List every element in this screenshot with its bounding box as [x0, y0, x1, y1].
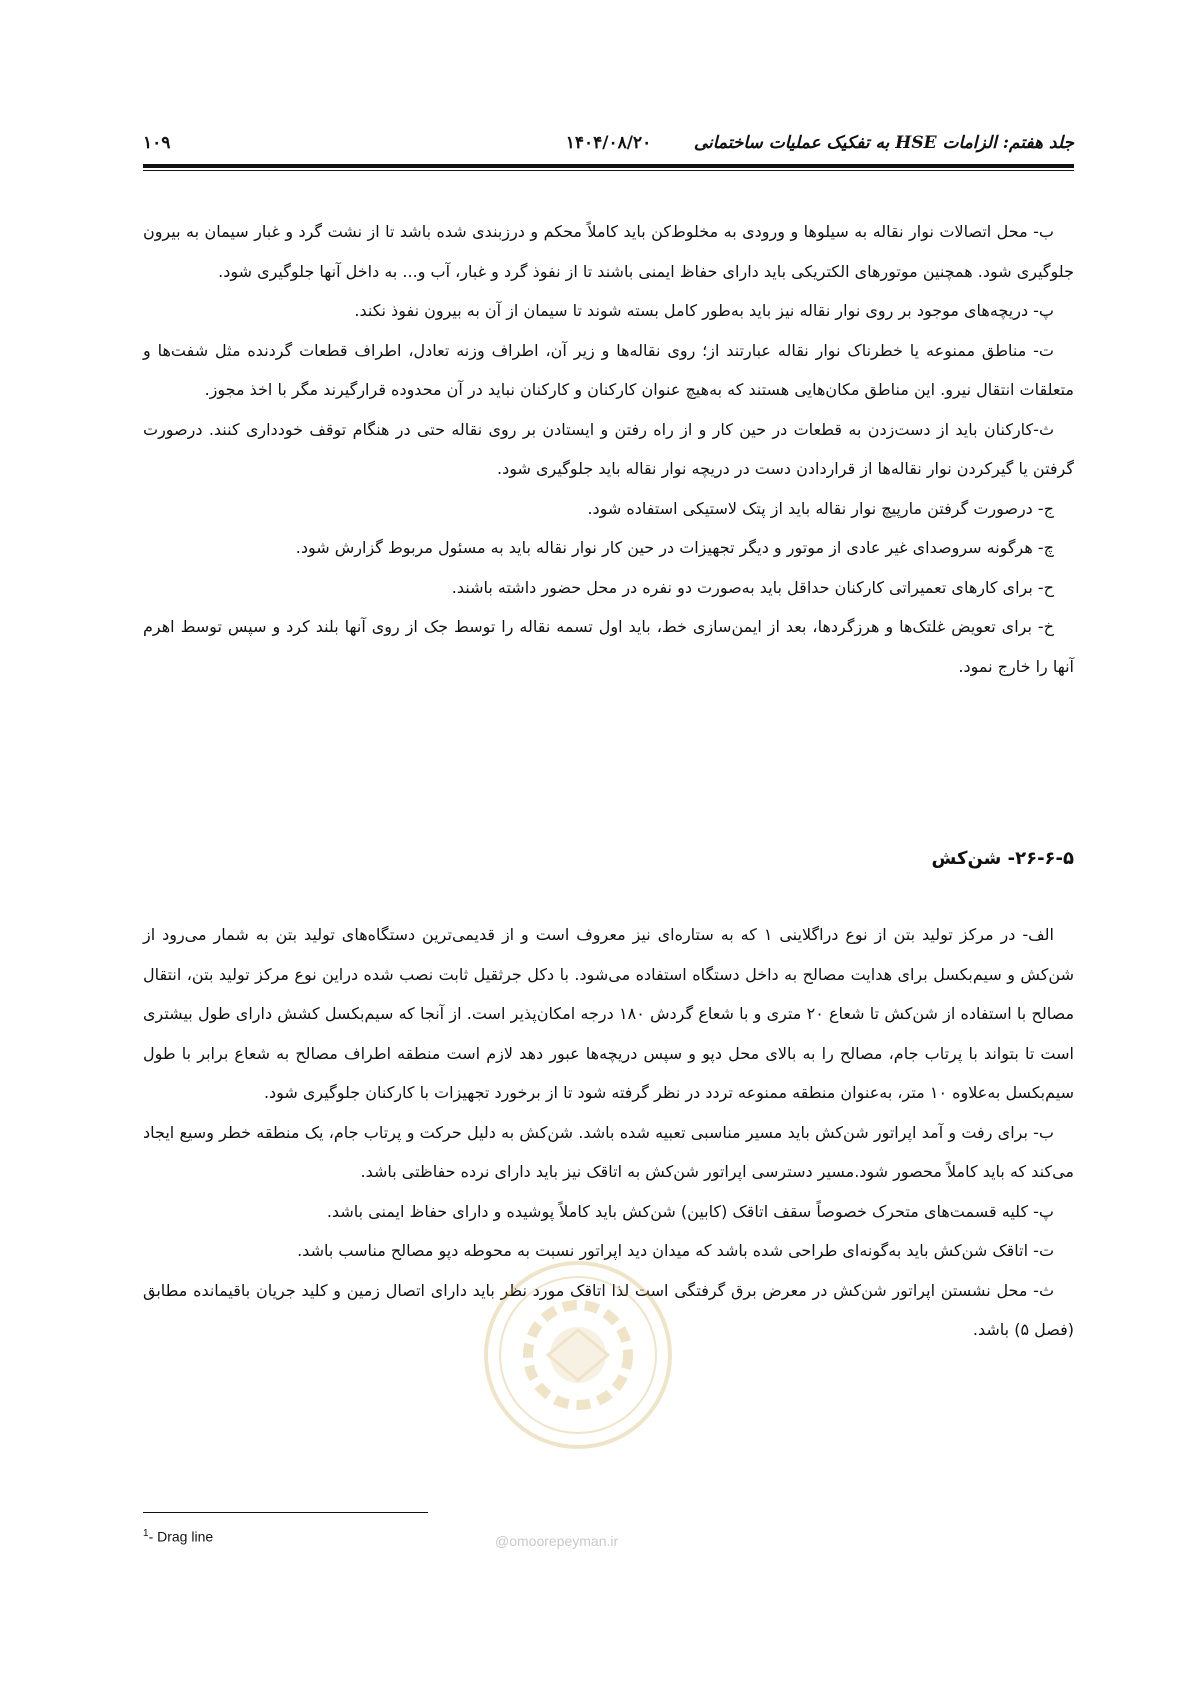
page-number: ۱۰۹	[143, 133, 171, 153]
watermark-text: @omoorepeyman.ir	[495, 1533, 619, 1549]
page-header	[143, 128, 1074, 162]
paragraph: پ- دریچه‌های موجود بر روی نوار نقاله نیز باید به‌طور کامل بسته شوند تا سیمان از آن به بیرون نفوذ نکند.	[354, 301, 1054, 320]
paragraph: ث-کارکنان باید از دست‌زدن به قطعات در حین کار و از راه رفتن و ایستادن بر روی نقاله حتی در هنگام توقف خودداری کنند. درصورت گرفتن یا گیرکردن نوار نقاله‌ها از قراردادن دست در دریچه نوار نقاله باید جلوگیری شود.	[143, 419, 1074, 478]
paragraph: ج- درصورت گرفتن مارپیچ نوار نقاله باید از پتک لاستیکی استفاده شود.	[587, 498, 1054, 518]
paragraph: ت- مناطق ممنوعه یا خطرناک نوار نقاله عبارتند از؛ روی نقاله‌ها و زیر آن، اطراف وزنه تعادل، اطراف قطعات گردنده مثل شفت‌ها و متعلقات انتقال نیرو. این مناطق مکان‌هایی هستند که به‌هیچ عنوان کارکنان و کارکنان نباید در آن محدوده قرارگیرند مگر با اخذ مجوز.	[143, 340, 1074, 399]
footnote-text: - Drag line	[148, 1528, 214, 1545]
watermark-seal-icon	[478, 1255, 678, 1455]
paragraph: پ- کلیه قسمت‌های متحرک خصوصاً سقف اتاقک (کابین) شن‌کش باید کاملاً پوشیده و دارای حفاظ ایمنی باشد.	[326, 1201, 1054, 1221]
paragraph: الف- در مرکز تولید بتن از نوع دراگلاینی ۱ که به ستاره‌ای نیز معروف است و از قدیمی‌ترین دستگاه‌های تولید بتن به شمار می‌رود از شن‌کش و سیم‌بکسل برای هدایت مصالح به داخل دستگاه استفاده می‌شود. با دکل جرثقیل ثابت نصب شده دراین نوع مرکز تولید بتن، انتقال مصالح با استفاده از شن‌کش تا شعاع ۲۰ متری و با شعاع گردش ۱۸۰ درجه امکان‌پذیر است. از آنجا که سیم‌بکسل کشش دارای طول بیشتری است تا بتواند با پرتاب جام، مصالح را به بالای محل دپو و سپس دریچه‌ها عبور دهد لازم است منطقه اطراف مصالح به شعاع برابر با طول سیم‌بکسل به‌علاوه ۱۰ متر، به‌عنوان منطقه ممنوعه تردد در نظر گرفته شود تا از برخورد تجهیزات با کارکنان جلوگیری شود.	[143, 925, 1075, 1102]
header-rule-thick	[143, 164, 1074, 168]
body-top	[143, 212, 1074, 686]
paragraph: ث- محل نشستن اپراتور شن‌کش در معرض برق گرفتگی است لذا اتاقک مورد نظر باید دارای اتصال زمین و کلید جریان باقیمانده مطابق (فصل ۵) باشد.	[143, 1280, 1074, 1339]
header-title: جلد هفتم: الزامات HSE به تفکیک عملیات ساختمانی	[693, 133, 1074, 153]
header-date: ۱۴۰۴/۰۸/۲۰	[565, 133, 652, 153]
footnote	[143, 1528, 213, 1545]
paragraph: چ- هرگونه سروصدای غیر عادی از موتور و دیگر تجهیزات در حین کار نوار نقاله باید به مسئول مربوط گزارش شود.	[295, 538, 1054, 557]
paragraph: ح- برای کارهای تعمیراتی کارکنان حداقل باید به‌صورت دو نفره در محل حضور داشته باشند.	[451, 577, 1054, 597]
paragraph: ب- برای رفت و آمد اپراتور شن‌کش باید مسیر مناسبی تعبیه شده باشد. شن‌کش به دلیل حرکت و پرتاب جام، یک منطقه خطر وسیع ایجاد می‌کند که باید کاملاً محصور شود.مسیر دسترسی اپراتور شن‌کش به اتاقک نیز باید دارای نرده حفاظتی باشد.	[143, 1122, 1074, 1181]
footnote-marker: 1	[143, 1528, 149, 1539]
paragraph: خ- برای تعویض غلتک‌ها و هرزگردها، بعد از ایمن‌سازی خط، باید اول تسمه نقاله را توسط جک از روی آنها بلند کرد و سپس توسط اهرم آنها را خارج نمود.	[143, 617, 1074, 676]
header-rule-thin	[143, 170, 1074, 171]
footnote-rule	[143, 1512, 428, 1513]
paragraph: ت- اتاقک شن‌کش باید به‌گونه‌ای طراحی شده باشد که میدان دید اپراتور نسبت به محوطه دپو مصالح مناسب باشد.	[297, 1241, 1054, 1260]
section-heading: ۲۶-۶-۵- شن‌کش	[931, 848, 1074, 869]
paragraph: ب- محل اتصالات نوار نقاله به سیلوها و ورودی به مخلوط‌کن باید کاملاً محکم و درزبندی شده باشد تا از نشت گرد و غبار سیمان به بیرون جلوگیری شود. همچنین موتورهای الکتریکی باید دارای حفاظ ایمنی باشند تا از نفوذ گرد و غبار، آب و... به داخل آنها جلوگیری شود.	[143, 222, 1074, 281]
